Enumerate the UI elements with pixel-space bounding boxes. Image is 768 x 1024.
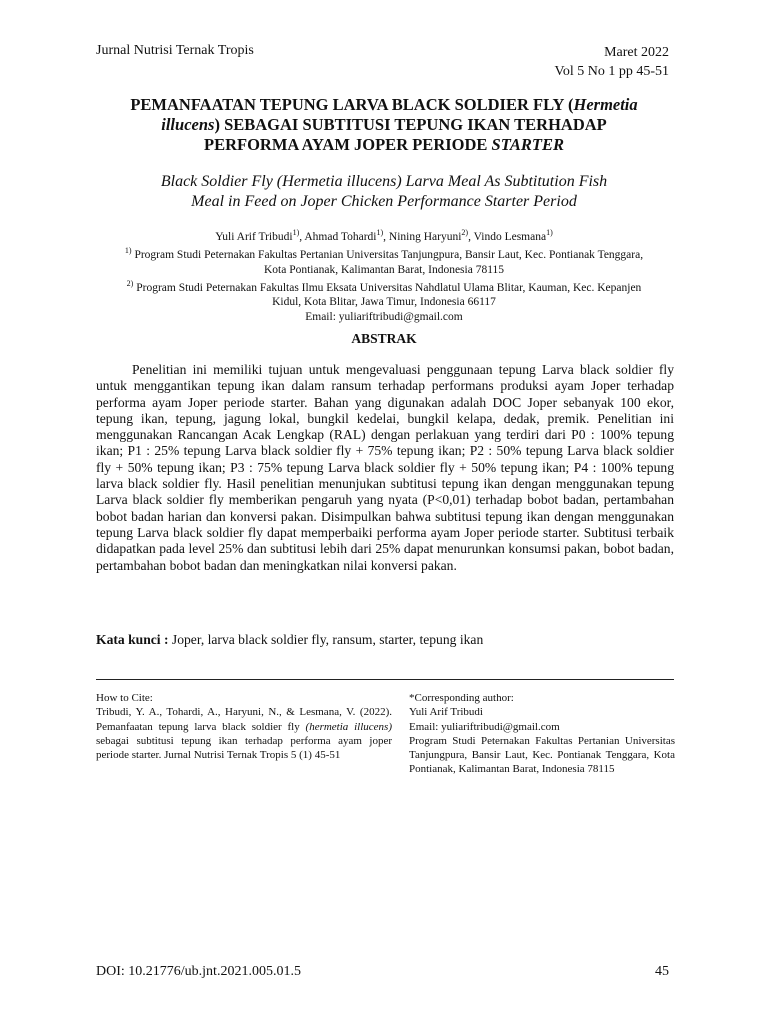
affiliation-1 — [96, 244, 672, 262]
author-list — [96, 226, 672, 244]
corresponding-author — [409, 691, 675, 777]
corr-address: Program Studi Peternakan Fakultas Pertanian Universitas Tanjungpura, Bansir Laut, Kec. Pontianak Tenggara, Kota Pontianak, Kalimantan Barat, Indonesia 78115 — [409, 734, 675, 776]
author-sup: 2) — [461, 228, 469, 237]
author-sup: 1) — [292, 228, 300, 237]
corr-heading: *Corresponding author: — [409, 692, 514, 704]
cite-heading: How to Cite: — [96, 692, 153, 704]
author-block — [96, 226, 672, 324]
keywords-text: Joper, larva black soldier fly, ransum, starter, tepung ikan — [168, 632, 484, 647]
title-text: PERFORMA AYAM JOPER PERIODE — [203, 135, 492, 154]
author-name: , Ahmad Tohardi — [299, 230, 377, 243]
title-text: PEMANFAATAN TEPUNG LARVA BLACK SOLDIER FLY ( — [130, 95, 574, 114]
issue-date: Maret 2022 — [604, 45, 669, 60]
affiliation-2 — [96, 277, 672, 295]
corr-email: Email: yuliariftribudi@gmail.com — [409, 720, 560, 733]
page-number: 45 — [655, 964, 669, 979]
affiliation-text: Program Studi Peternakan Fakultas Pertanian Universitas Tanjungpura, Bansir Laut, Kec. Pontianak Tenggara, — [131, 249, 644, 262]
journal-name: Jurnal Nutrisi Ternak Tropis — [96, 43, 254, 58]
english-title-line: Black Soldier Fly (Hermetia illucens) Larva Meal As Subtitution Fish — [160, 173, 608, 190]
english-title — [96, 172, 672, 212]
cite-text-italic: (hermetia illucens) — [305, 720, 392, 733]
affiliation-2-cont: Kidul, Kota Blitar, Jawa Timur, Indonesia 66117 — [272, 296, 496, 309]
title-italic: illucens — [161, 115, 215, 134]
keywords — [96, 632, 674, 648]
paper-title — [96, 95, 672, 155]
affiliation-1-cont: Kota Pontianak, Kalimantan Barat, Indonesia 78115 — [263, 263, 505, 276]
title-italic: STARTER — [491, 135, 564, 154]
author-sup: 1) — [376, 228, 384, 237]
english-title-line: Meal in Feed on Joper Chicken Performance Starter Period — [191, 193, 577, 210]
issue-volume: Vol 5 No 1 pp 45-51 — [554, 64, 669, 79]
doi: DOI: 10.21776/ub.jnt.2021.005.01.5 — [96, 964, 301, 979]
affiliation-sup: 2) — [126, 279, 134, 289]
affiliation-sup: 1) — [124, 246, 132, 256]
author-sup: 1) — [546, 228, 553, 237]
author-email: Email: yuliariftribudi@gmail.com — [305, 310, 463, 323]
cite-text — [96, 705, 392, 762]
divider — [96, 679, 674, 680]
keywords-label: Kata kunci : — [96, 632, 169, 647]
abstract-heading: ABSTRAK — [351, 331, 417, 346]
author-name: , Vindo Lesmana — [468, 230, 547, 243]
how-to-cite — [96, 691, 392, 762]
corr-name: Yuli Arif Tribudi — [409, 706, 483, 719]
cite-text-part: sebagai subtitusi tepung ikan terhadap performa ayam joper periode starter. Jurnal Nutrisi Ternak Tropis 5 (1) 45-51 — [96, 734, 392, 762]
abstract-body: Penelitian ini memiliki tujuan untuk mengevaluasi penggunaan tepung Larva black soldier fly untuk menggantikan tepung ikan dalam ransum terhadap performans produksi ayam Joper terhadap performa ayam Joper periode starter. Bahan yang digunakan adalah DOC Joper sebanyak 100 ekor, tepung ikan, tepung, jagung lokal, bungkil kedelai, bungkil kelapa, dedak, premik. Penelitian ini menggunakan Rancangan Acak Lengkap (RAL) dengan perlakuan yang terdiri dari P0 : 100% tepung ikan; P1 : 25% tepung Larva black soldier fly + 75% tepung ikan; P2 : 50% tepung Larva black soldier fly + 50% tepung ikan; P3 : 75% tepung Larva black soldier fly + 50% tepung ikan; P4 : 100% tepung larva black soldier fly. Hasil penelitian menunjukan subtitusi tepung ikan dengan menggunakan tepung Larva black soldier fly memberikan pengaruh yang nyata (P<0,01) terhadap bobot badan, pertambahan bobot badan harian dan konversi pakan. Disimpulkan bahwa subtitusi tepung ikan dengan menggunakan tepung Larva black soldier fly dapat memperbaiki performa ayam Joper periode starter. Subtitusi terbaik didapatkan pada level 25% dan subtitusi lebih dari 25% dapat menurunkan konsumsi pakan, bobot badan, pertambahan bobot badan dan meningkatkan nilai konversi pakan. — [96, 362, 674, 573]
title-italic: Hermetia — [573, 95, 638, 114]
issue-info — [555, 43, 669, 81]
author-name: Yuli Arif Tribudi — [215, 230, 293, 243]
title-text: ) SEBAGAI SUBTITUSI TEPUNG IKAN TERHADAP — [214, 115, 607, 134]
author-name: , Nining Haryuni — [383, 230, 462, 243]
affiliation-text: Program Studi Peternakan Fakultas Ilmu Eksata Universitas Nahdlatul Ulama Blitar, Kauman, Kec. Kepanjen — [133, 281, 642, 294]
cite-text-part: Tribudi, Y. A., Tohardi, A., Haryuni, N., & Lesmana, V. (2022). Pemanfaatan tepung larva black soldier fly — [96, 706, 392, 733]
